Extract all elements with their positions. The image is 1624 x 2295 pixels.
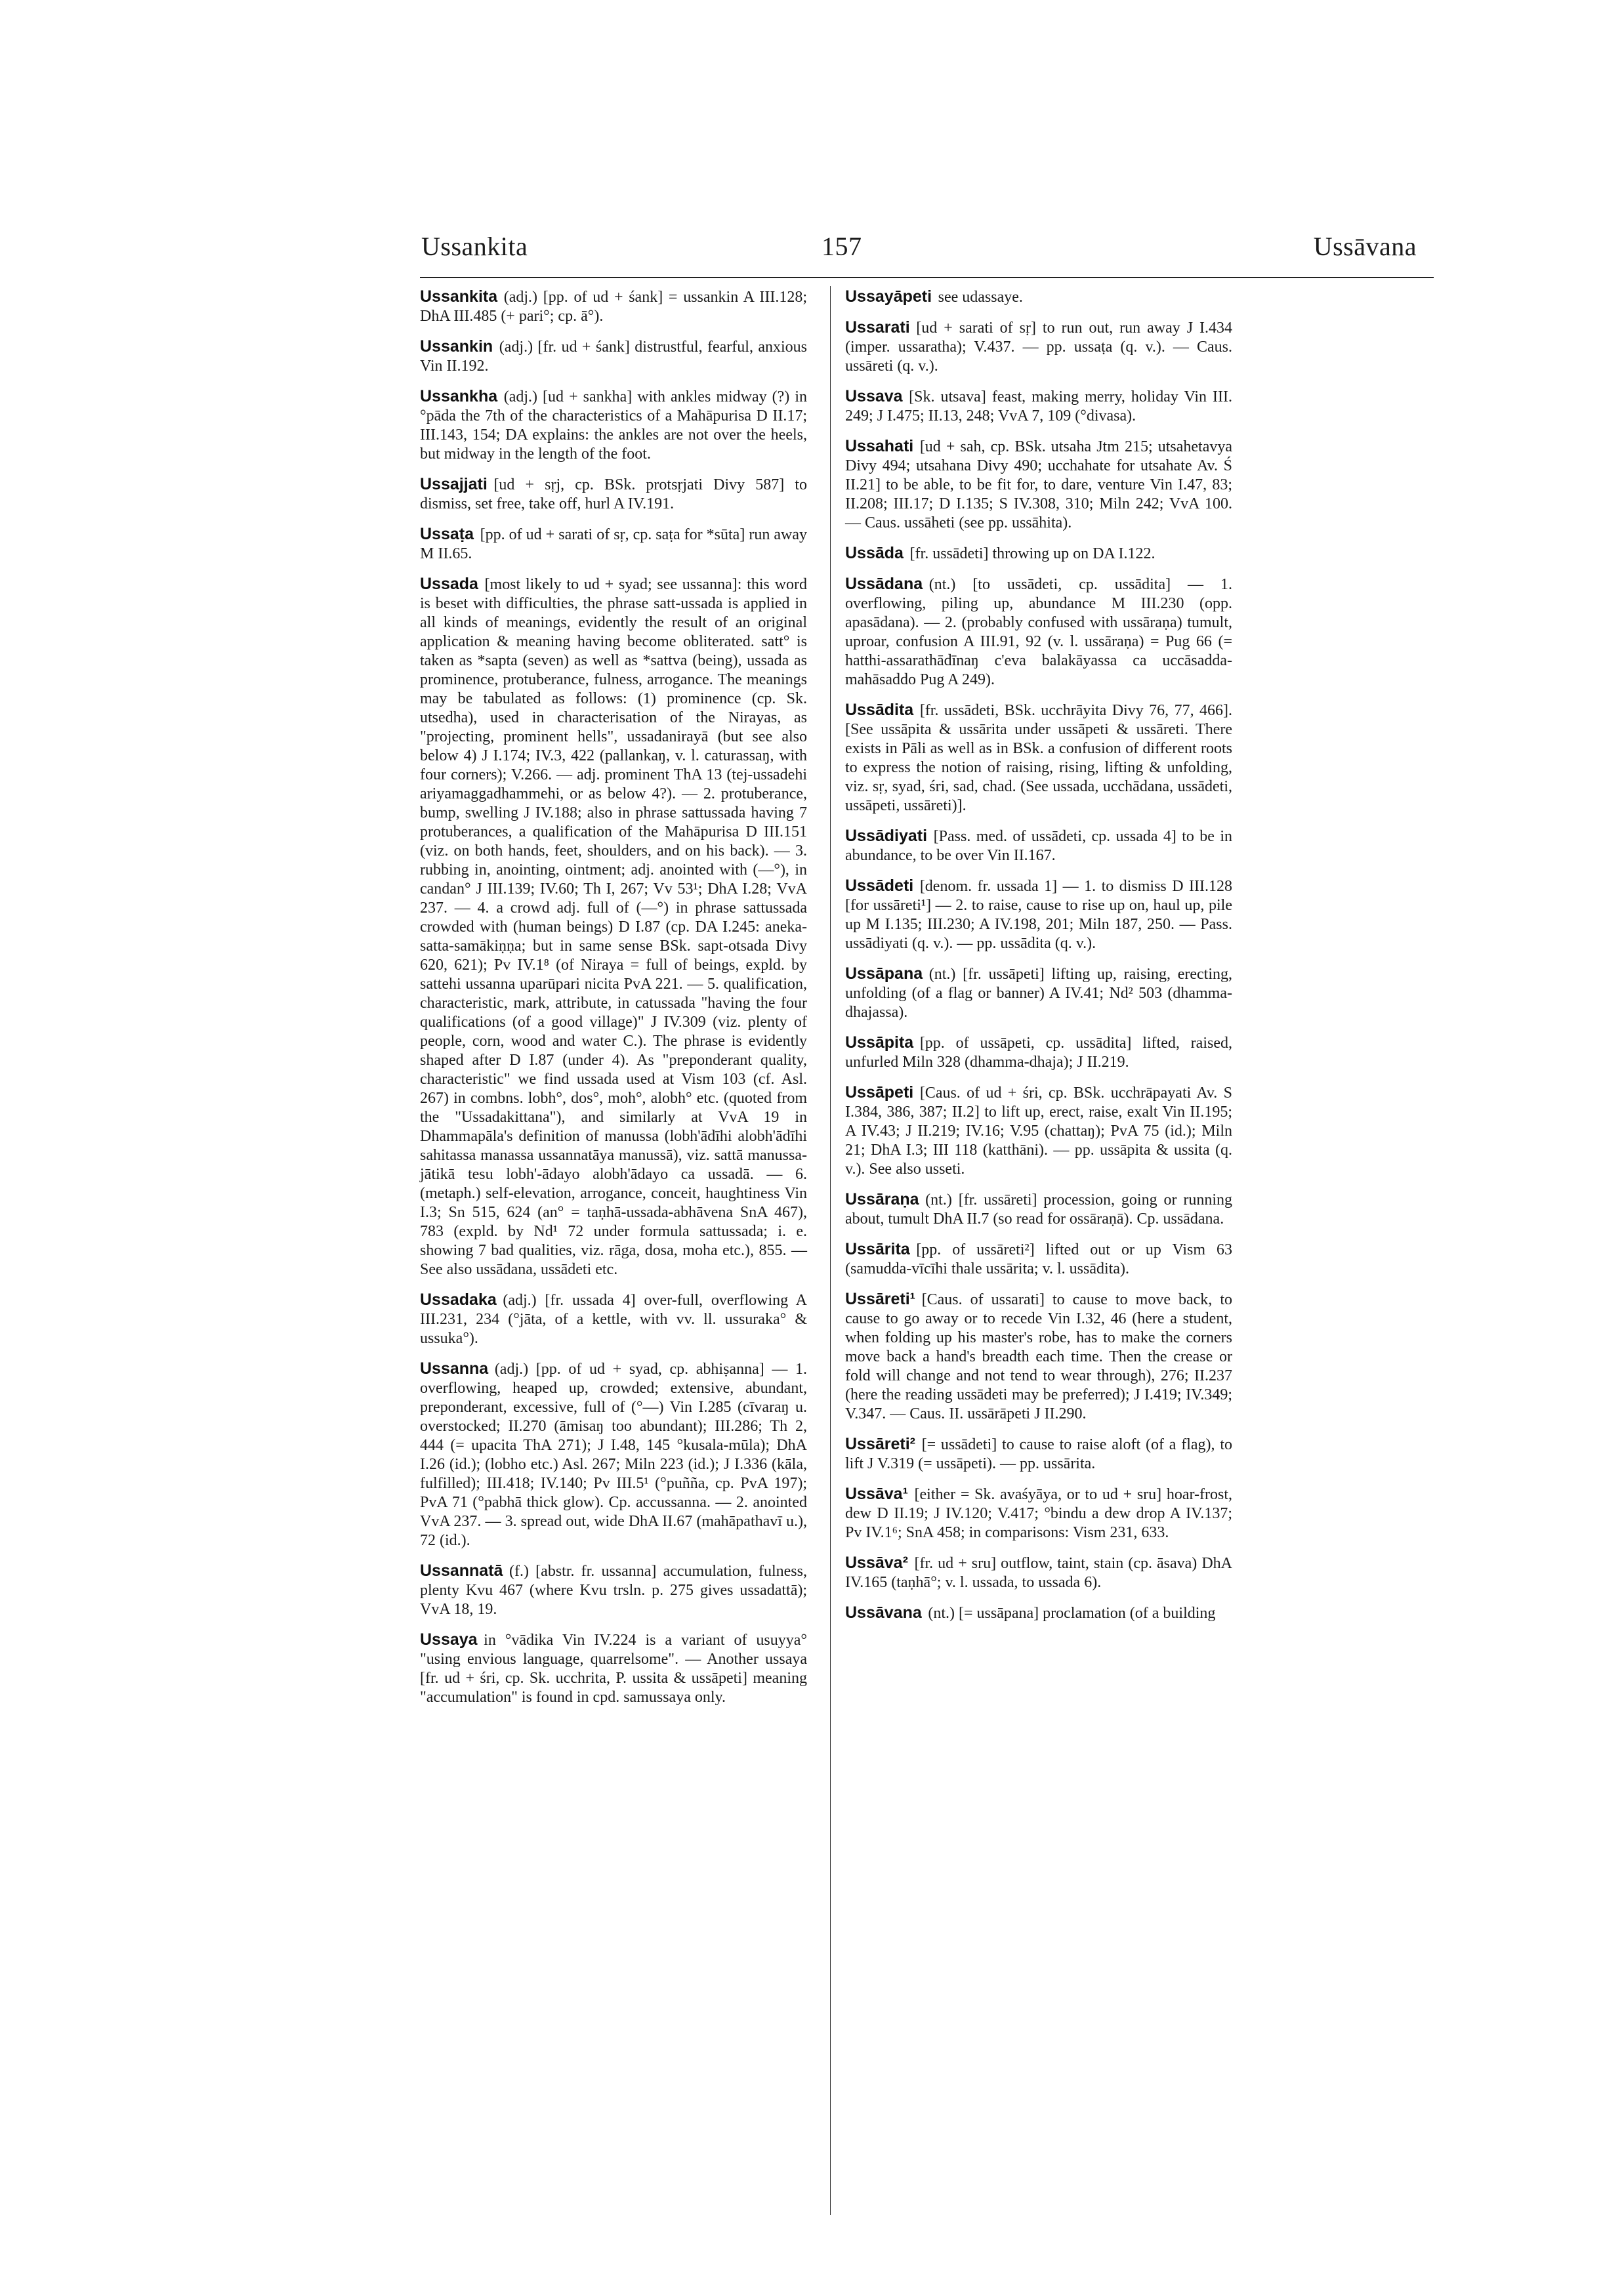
entry-definition: [Caus. of ud + śri, cp. BSk. ucchrāpayati Av. S I.384, 386, 387; II.2] to lift up, erect, raise, exalt Vin II.195; A IV.43; J II.219; IV.16; V.95 (chattaŋ); PvA 75 (id.); Miln 21; DhA I.3; III 118 (katthāni). — pp. ussāpita & ussita (q. v.). See also usseti. (845, 1085, 1232, 1178)
entry-headword: Ussādita (845, 701, 914, 719)
entry-headword: Ussankin (420, 337, 493, 356)
entry-headword: Ussarati (845, 318, 910, 337)
dictionary-entry (420, 575, 807, 1279)
entry-headword: Ussāpita (845, 1033, 914, 1052)
entry-definition: (adj.) [pp. of ud + śank] = ussankin A III.128; DhA III.485 (+ pari°; cp. ā°). (420, 289, 807, 325)
dictionary-entry (420, 1359, 807, 1550)
entry-headword: Ussada (420, 575, 478, 593)
dictionary-entry (420, 475, 807, 514)
entry-definition: [fr. ussādeti] throwing up on DA I.122. (909, 545, 1156, 562)
entry-definition: (adj.) [pp. of ud + syad, cp. abhiṣanna] — 1. overflowing, heaped up, crowded; extensive, abundant, preponderant, excessive, full of (°—) Vin I.285 (cīvaraŋ u. overstocked; II.270 (āmisaŋ too abundant); III.286; Th 2, 444 (= upacita ThA 271); J I.48, 145 °kusala-mūla); DhA I.26 (id.); (lobho etc.) Asl. 267; Miln 223 (id.); J I.336 (kāla, fulfilled); III.418; IV.140; Pv III.5¹ (°puñña, cp. PvA 197); PvA 71 (°pabhā thick glow). Cp. accussanna. — 2. anointed VvA 237. — 3. spread out, wide DhA II.67 (mahāpathavī u.), 72 (id.). (420, 1361, 807, 1549)
entry-definition: [denom. fr. ussada 1] — 1. to dismiss D III.128 [for ussāreti¹] — 2. to raise, cause to rise up on, haul up, pile up M I.135; III.230; A IV.198, 201; Miln 187, 250. — Pass. ussādiyati (q. v.). — pp. ussādita (q. v.). (845, 878, 1232, 952)
dictionary-entry (845, 1033, 1232, 1072)
entry-headword: Ussayāpeti (845, 287, 932, 306)
entry-definition: (f.) [abstr. fr. ussanna] accumulation, fulness, plenty Kvu 467 (where Kvu trsln. p. 275 gives ussadattā); VvA 18, 19. (420, 1563, 807, 1618)
entry-headword: Ussannatā (420, 1561, 503, 1580)
running-head (420, 231, 1434, 270)
dictionary-entry (420, 387, 807, 464)
entry-definition: [Sk. utsava] feast, making merry, holiday Vin III. 249; J I.475; II.13, 248; VvA 7, 109 (°divasa). (845, 388, 1232, 424)
entry-headword: Ussāpana (845, 964, 923, 983)
entry-definition: (nt.) [= ussāpana] proclamation (of a building (928, 1605, 1216, 1622)
entry-definition: (adj.) [fr. ud + śank] distrustful, fearful, anxious Vin II.192. (420, 339, 807, 375)
entry-headword: Ussāda (845, 544, 904, 562)
entry-definition: (adj.) [ud + sankha] with ankles midway (?) in °pāda the 7th of the characteristics of a Mahāpurisa D II.17; III.143, 154; DA explains: the ankles are not over the heels, but midway in the length of the foot. (420, 388, 807, 463)
entry-definition: [ud + sṛj, cp. BSk. protsṛjati Divy 587] to dismiss, set free, take off, hurl A IV.191. (420, 476, 807, 512)
entry-definition: [pp. of ussāreti²] lifted out or up Vism 63 (samudda-vīcīhi thale ussārita; v. l. ussādita). (845, 1241, 1232, 1277)
dictionary-entry (845, 877, 1232, 953)
entry-definition: [either = Sk. avaśyāya, or to ud + sru] hoar-frost, dew D II.19; J IV.120; V.417; °bindu a dew drop A IV.137; Pv IV.1⁶; SnA 458; in comparisons: Vism 231, 633. (845, 1486, 1232, 1541)
entry-definition: (adj.) [fr. ussada 4] over-full, overflowing A III.231, 234 (°jāta, of a kettle, with vv. ll. ussuraka° & ussuka°). (420, 1292, 807, 1347)
column-divider (830, 286, 831, 2215)
entry-definition: in °vādika Vin IV.224 is a variant of usuyya° "using envious language, quarrelsome". — Another ussaya [fr. ud + śri, cp. Sk. ucchrita, P. ussita & ussāpeti] meaning "accumulation" is found in cpd. samussaya only. (420, 1632, 807, 1706)
dictionary-entry (845, 387, 1232, 426)
dictionary-entry (845, 1485, 1232, 1542)
dictionary-entry (845, 287, 1232, 307)
entry-definition: [Caus. of ussarati] to cause to move back, to cause to go away or to recede Vin I.32, 46 (here a student, when folding up his master's robe, has to make the corners move back a hand's breadth each time. Then the crease or fold will change and not tend to wear through), 276; II.237 (here the reading ussādeti may be preferred); J I.419; IV.349; V.347. — Caus. II. ussārāpeti J II.290. (845, 1291, 1232, 1422)
header-left-guideword: Ussankita (421, 232, 528, 261)
dictionary-entry (420, 1561, 807, 1619)
entry-headword: Ussankita (420, 287, 498, 306)
entry-headword: Ussaya (420, 1630, 478, 1649)
entry-headword: Ussāpeti (845, 1083, 914, 1102)
entry-headword: Ussāraṇa (845, 1190, 919, 1209)
dictionary-entry (845, 1240, 1232, 1279)
dictionary-entry (845, 1603, 1232, 1623)
dictionary-entry (845, 575, 1232, 690)
entry-definition: [fr. ussādeti, BSk. ucchrāyita Divy 76, 77, 466]. [See ussāpita & ussārita under ussāpeti & ussāreti. There exists in Pāli as well as in BSk. a confusion of different roots to express the notion of raising, rising, lifting & unfolding, viz. sṛ, syad, śri, sad, chad. (See ussada, ucchādana, ussādeti, ussāpeti, ussāreti)]. (845, 702, 1232, 814)
entry-definition: [fr. ud + sru] outflow, taint, stain (cp. āsava) DhA IV.165 (taṇhā°; v. l. ussada, to ussada 6). (845, 1555, 1232, 1591)
dictionary-entry (420, 1291, 807, 1348)
entry-definition: [ud + sah, cp. BSk. utsaha Jtm 215; utsahetavya Divy 494; utsahana Divy 490; ucchahate for utsahate Av. Ś II.21] to be able, to be fit for, to dare, venture Vin I.47, 83; II.208; III.17; D I.135; S IV.308, 310; Miln 242; VvA 100. — Caus. ussāheti (see pp. ussāhita). (845, 438, 1232, 531)
entry-definition: (nt.) [fr. ussāpeti] lifting up, raising, erecting, unfolding (of a flag or banner) A IV.41; Nd² 503 (dhamma-dhajassa). (845, 966, 1232, 1021)
dictionary-entry (845, 544, 1232, 564)
entry-headword: Ussahati (845, 437, 914, 455)
dictionary-entry (845, 1435, 1232, 1474)
entry-headword: Ussajjati (420, 475, 488, 493)
entry-definition: [most likely to ud + syad; see ussanna]: this word is beset with difficulties, the phrase satt-ussada is applied in all kinds of meanings, evidently the result of an original application & meaning having become obliterated. satt° is taken as *sapta (seven) as well as *sattva (being), ussada as prominence, protuberance, fulness, arrogance. The meanings may be tabulated as follows: (1) prominence (cp. Sk. utsedha), used in characterisation of the Nirayas, as "projecting, prominent hells", ussadanirayā (but see also below 4) J I.174; IV.3, 422 (pallankaŋ, v. l. caturassaŋ, with four corners); V.266. — adj. prominent ThA 13 (tej-ussadehi ariyamaggadhammehi, or as below 4?). — 2. protuberance, bump, swelling J IV.188; also in phrase sattussada having 7 protuberances, a qualification of the Mahāpurisa D III.151 (viz. on both hands, feet, shoulders, and on his back). — 3. rubbing in, anointing, ointment; adj. anointed with (—°), in candan° J III.139; IV.60; Th I, 267; Vv 53¹; DhA I.28; VvA 237. — 4. a crowd adj. full of (—°) in phrase sattussada crowded with (human beings) D I.87 (cp. DA I.245: aneka-satta-samākiṇṇa; but in same sense BSk. sapt-otsada Divy 620, 621); Pv IV.1⁸ (of Niraya = full of beings, expld. by sattehi ussanna uparūpari nicita PvA 221. — 5. qualification, characteristic, mark, attribute, in catussada "having the four qualifications (of a good village)" J IV.309 (viz. plenty of people, corn, wood and water C.). The phrase is evidently shaped after D I.87 (under 4). As "preponderant quality, characteristic" we find ussada used at Vism 103 (cf. Asl. 267) in combns. lobh°, dos°, moh°, alobh° etc. (quoted from the "Ussadakittana"), and similarly at VvA 19 in Dhammapāla's definition of manussa (lobh'ādīhi alobh'ādīhi sahitassa manassa ussannatāya manussā), viz. sattā manussa-jātikā tesu lobh'-ādayo alobh'ādayo ca ussadā. — 6. (metaph.) self-elevation, arrogance, conceit, haughtiness Vin I.3; Sn 515, 624 (an° = taṇhā-ussada-abhāvena SnA 467), 783 (expld. by Nd¹ 72 under formula sattussada; i. e. showing 7 bad qualities, viz. rāga, dosa, moha etc.), 855. — See also ussādana, ussādeti etc. (420, 576, 807, 1278)
entry-headword: Ussāreti¹ (845, 1290, 915, 1308)
dictionary-entry (845, 964, 1232, 1022)
page-number: 157 (822, 232, 862, 261)
entry-definition: [pp. of ussāpeti, cp. ussādita] lifted, raised, unfurled Miln 328 (dhamma-dhaja); J II.219. (845, 1035, 1232, 1071)
dictionary-entry (845, 827, 1232, 865)
entry-headword: Ussāreti² (845, 1435, 915, 1453)
dictionary-entry (845, 1554, 1232, 1592)
dictionary-entry (845, 318, 1232, 376)
entry-definition: [ud + sarati of sṛ] to run out, run away J I.434 (imper. ussaratha); V.437. — pp. ussaṭa (q. v.). — Caus. ussāreti (q. v.). (845, 320, 1232, 375)
entry-headword: Ussanna (420, 1359, 489, 1378)
entry-headword: Ussava (845, 387, 903, 405)
dictionary-entry (420, 525, 807, 564)
entry-definition: (nt.) [fr. ussāreti] procession, going or running about, tumult DhA II.7 (so read for ossāraṇā). Cp. ussādana. (845, 1191, 1232, 1228)
dictionary-entry (845, 701, 1232, 816)
entry-headword: Ussādana (845, 575, 923, 593)
entry-headword: Ussaṭa (420, 525, 474, 543)
entry-headword: Ussādeti (845, 877, 914, 895)
entry-definition: [Pass. med. of ussādeti, cp. ussada 4] to be in abundance, to be over Vin II.167. (845, 828, 1232, 864)
dictionary-entry (845, 1083, 1232, 1179)
dictionary-entry (420, 337, 807, 376)
dictionary-entry (420, 1630, 807, 1707)
entry-headword: Ussāva¹ (845, 1485, 908, 1503)
dictionary-entry (845, 1290, 1232, 1424)
left-column (420, 287, 807, 1718)
entry-headword: Ussāva² (845, 1554, 908, 1572)
header-right-guideword: Ussāvana (1313, 232, 1417, 261)
entry-definition: (nt.) [to ussādeti, cp. ussādita] — 1. overflowing, piling up, abundance M III.230 (opp. apasādana). — 2. (probably confused with ussāraṇa) tumult, uproar, confusion A III.91, 92 (v. l. ussāraṇa) = Pug 66 (= hatthi-assarathādīnaŋ c'eva balakāyassa ca uccāsadda-mahāsaddo Pug A 249). (845, 576, 1232, 688)
entry-headword: Ussādiyati (845, 827, 928, 845)
entry-definition: [= ussādeti] to cause to raise aloft (of a flag), to lift J V.319 (= ussāpeti). — pp. ussārita. (845, 1436, 1232, 1472)
entry-definition: [pp. of ud + sarati of sṛ, cp. saṭa for *sūta] run away M II.65. (420, 526, 807, 562)
entry-headword: Ussankha (420, 387, 498, 405)
entry-headword: Ussadaka (420, 1291, 497, 1309)
entry-headword: Ussāvana (845, 1603, 922, 1622)
dictionary-entry (845, 437, 1232, 533)
entry-headword: Ussārita (845, 1240, 910, 1258)
dictionary-entry (845, 1190, 1232, 1229)
right-column (845, 287, 1232, 1634)
entry-definition: see udassaye. (938, 289, 1023, 306)
header-rule (420, 277, 1434, 278)
dictionary-entry (420, 287, 807, 326)
